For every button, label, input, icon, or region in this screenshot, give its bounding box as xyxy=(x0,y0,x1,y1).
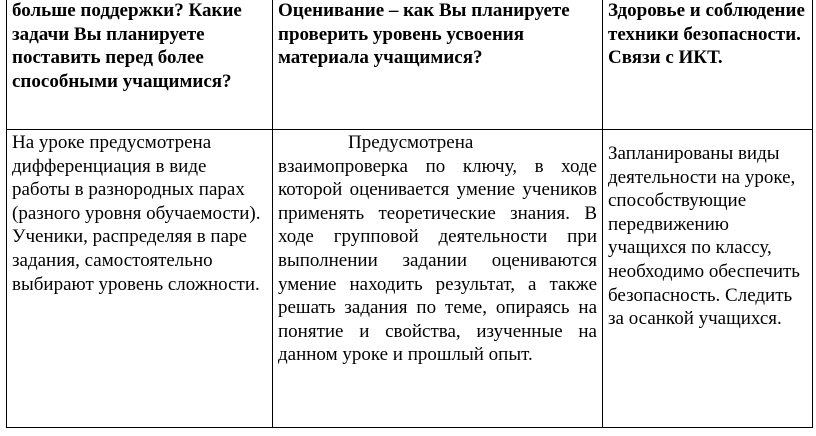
assessment-text: Предусмотрена взаимопроверка по ключу, в ходе которой оценивается умение учеников применять теоретические знания. В ходе групповой деятельности при выполнении задании оцениваются умение находить результат, а также решать задания по теме, опираясь на понятие и свойства, изученные на данном уроке и прошлый опыт. xyxy=(278,132,597,366)
cell-differentiation xyxy=(7,130,273,428)
header-support-text: больше поддержки? Какие задачи Вы планируете поставить перед более способными учащимися? xyxy=(12,0,242,92)
table-header-row xyxy=(7,0,813,130)
table-body-row xyxy=(7,130,813,428)
differentiation-text: На уроке предусмотрена дифференциация в виде работы в разнородных парах (разного уровня обучаемости). Ученики, распределяя в паре задания, самостоятельно выбирают уровень сложности. xyxy=(12,132,261,295)
cell-assessment xyxy=(273,130,603,428)
header-assessment-text: Оценивание – как Вы планируете проверить уровень усвоения материала учащимися? xyxy=(278,0,570,69)
header-cell-assessment xyxy=(273,0,603,130)
health-safety-text: Запланированы виды деятельности на уроке, способствующие передвижению учащихся по классу, необходимо обеспечить безопасность. Следить за осанкой учащихся. xyxy=(608,143,800,330)
header-health-safety-text: Здоровье и соблюдение техники безопасности. Связи с ИКТ. xyxy=(608,0,805,69)
lesson-plan-table xyxy=(6,0,813,428)
header-cell-health-safety xyxy=(603,0,813,130)
header-cell-support xyxy=(7,0,273,130)
cell-health-safety xyxy=(603,130,813,428)
